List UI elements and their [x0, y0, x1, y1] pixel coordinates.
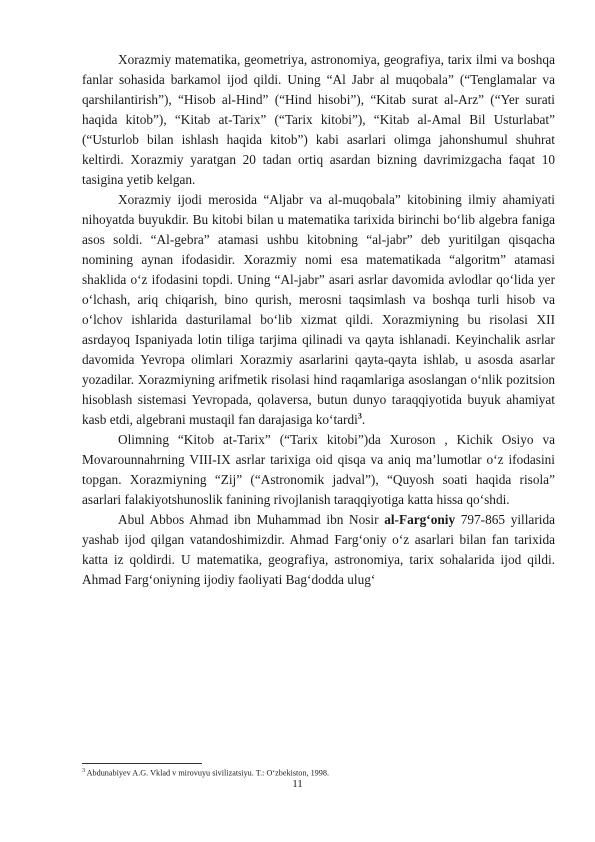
footnote-text: Abdunabiyev A.G. Vklad v mirovuyu sivilizatsiyu. T.: O‘zbekiston, 1998.: [85, 768, 330, 778]
paragraph-aljabr-end: .: [361, 412, 366, 427]
footnote-divider: [82, 763, 202, 764]
paragraph-al-fargoniy-start: Abul Abbos Ahmad ibn Muhammad ibn Nosir: [118, 512, 385, 527]
paragraph-xorazmiy-works: Xorazmiy matematika, geometriya, astronomiya, geografiya, tarix ilmi va boshqa fanlar sohasida barkamol ijod qildi. Uning “Al Jabr al muqobala” (“Tenglamalar va qarshilantirish”), “Hisob al-Hind” (“Hind hisobi”), “Kitab surat al-Arz” (“Yer surati haqida kitob”), “Kitab at-Tarix” (“Tarix kitobi”), “Kitab al-Amal Bil Usturlabat” (“Usturlob bilan ishlash haqida kitob”) kabi asarlari olimga jahonshumul shuhrat keltirdi. Xorazmiy yaratgan 20 tadan ortiq asardan bizning davrimizgacha faqat 10 tasigina yetib kelgan.: [82, 52, 555, 187]
paragraph-aljabr: [82, 190, 555, 430]
paragraph-al-fargoniy-rest: 797-865 yillarida yashab ijod qilgan vatandoshimizdir. Ahmad Farg‘oniy o‘z asarlari bilan fan tarixida katta iz qoldirdi. U matematika, geografiya, astronomiya, tarix sohalarida ijod qildi. Ahmad Farg‘oniyning ijodiy faoliyati Bag‘dodda ulug‘: [82, 512, 555, 587]
paragraph-kitob-at-tarix: Olimning “Kitob at-Tarix” (“Tarix kitobi”)da Xuroson , Kichik Osiyo va Movarounnahrning VIII-IX asrlar tarixiga oid qisqa va aniq ma’lumotlar o‘z ifodasini topgan. Xorazmiyning “Zij” (“Astronomik jadval”), “Quyosh soati haqida risola” asarlari falakiyotshunoslik fanining rivojlanish taraqqiyotiga katta hissa qo‘shdi.: [82, 432, 555, 507]
name-al-fargoniy: al-Farg‘oniy: [384, 512, 456, 527]
footnote-marker: 3: [82, 768, 85, 774]
paragraph-al-fargoniy: [82, 510, 555, 590]
page-number: 11: [292, 778, 303, 790]
footnote-reference[interactable]: 3: [357, 411, 362, 421]
paragraph-aljabr-text: Xorazmiy ijodi merosida “Aljabr va al-muqobala” kitobining ilmiy ahamiyati nihoyatda buyukdir. Bu kitobi bilan u matematika tarixida birinchi bo‘lib algebra faniga asos soldi. “Al-gebra” atamasi ushbu kitobning “al-jabr” deb yuritilgan qisqacha nomining aynan ifodasidir. Xorazmiy nomi esa matematikada “algoritm” atamasi shaklida o‘z ifodasini topdi. Uning “Al-jabr” asari asrlar davomida avlodlar qo‘lida yer o‘lchash, ariq chiqarish, bino qurish, merosni taqsimlash va boshqa turli hisob va o‘lchov ishlarida dasturilamal bo‘lib xizmat qildi. Xorazmiyning bu risolasi XII asrdayoq Ispaniyada lotin tiliga tarjima qilinadi va qayta ishlanadi. Keyinchalik asrlar davomida Yevropa olimlari Xorazmiy asarlarini qayta-qayta ishlab, u asosda asarlar yozadilar. Xorazmiyning arifmetik risolasi hind raqamlariga asoslangan o‘nlik pozitsion hisoblash sistemasi Yevropada, qolaversa, butun dunyo taraqqiyotida buyuk ahamiyat kasb etdi, algebrani mustaqil fan darajasiga ko‘tardi: [82, 192, 555, 427]
footnote: [82, 766, 555, 779]
page-body: [82, 50, 555, 590]
